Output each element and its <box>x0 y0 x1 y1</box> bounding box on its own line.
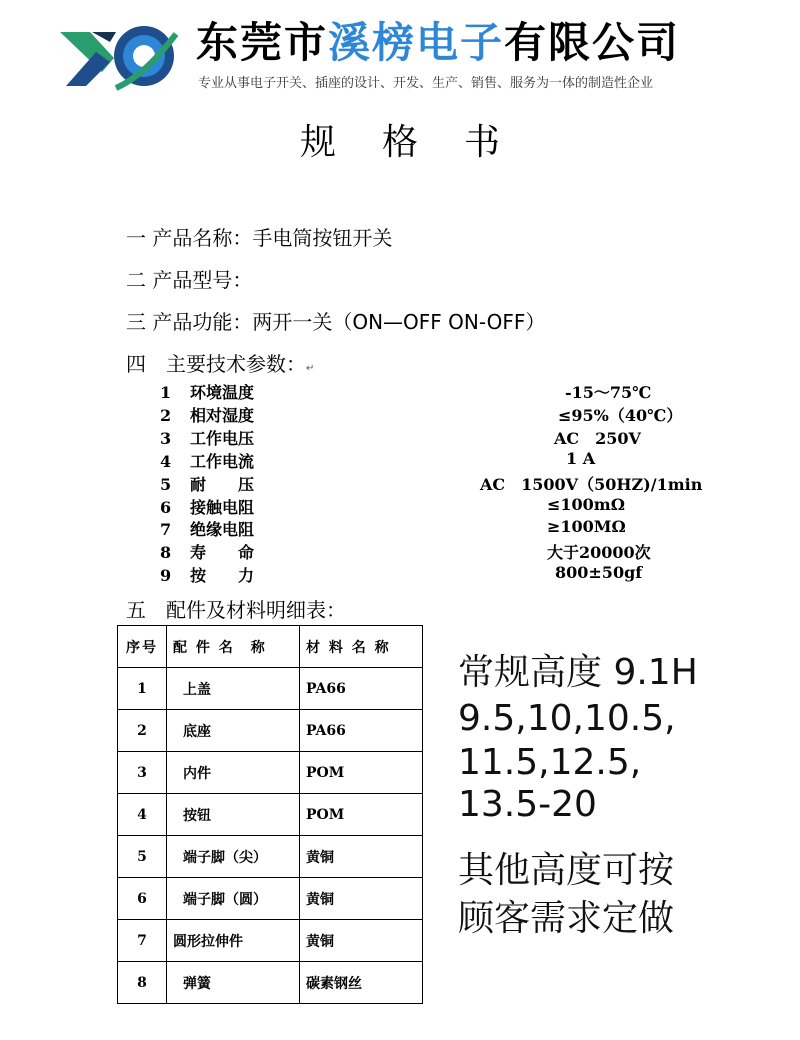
param-value: 800±50gf <box>555 563 643 582</box>
table-row <box>118 794 423 836</box>
section-product-function: 三 产品功能：两开一关（ON—OFF ON-OFF） <box>126 310 546 334</box>
table-cell: 1 <box>118 668 167 710</box>
table-row <box>118 920 423 962</box>
table-cell: POM <box>300 794 423 836</box>
param-number: 7 <box>160 520 172 539</box>
section-product-name: 一 产品名称：手电筒按钮开关 <box>126 226 393 250</box>
param-row <box>160 563 254 585</box>
param-name: 寿 命 <box>190 543 255 562</box>
param-number: 4 <box>160 452 172 471</box>
param-row <box>160 472 254 494</box>
table-cell: 底座 <box>167 710 300 752</box>
param-value: 1 A <box>566 449 596 468</box>
param-number: 9 <box>160 566 172 585</box>
table-cell: 按钮 <box>167 794 300 836</box>
param-value: ≤100mΩ <box>547 495 625 514</box>
height-note-line: 13.5-20 <box>458 784 597 825</box>
table-cell: 6 <box>118 878 167 920</box>
custom-height-note-line: 其他高度可按 <box>458 850 675 891</box>
table-cell: 3 <box>118 752 167 794</box>
header-cell: 材 料 名 称 <box>300 626 423 668</box>
param-name: 工作电压 <box>190 429 255 448</box>
table-cell: 黄铜 <box>300 920 423 962</box>
param-row <box>160 426 254 448</box>
table-cell: PA66 <box>300 710 423 752</box>
table-row <box>118 962 423 1004</box>
company-name <box>196 10 680 70</box>
param-value: ≤95%（40℃） <box>558 406 683 425</box>
table-cell: 端子脚（尖） <box>167 836 300 878</box>
table-row <box>118 836 423 878</box>
table-cell: 弹簧 <box>167 962 300 1004</box>
height-note-line: 11.5,12.5, <box>458 742 642 783</box>
param-name: 绝缘电阻 <box>190 520 255 539</box>
parts-table <box>117 625 423 1004</box>
table-cell: 内件 <box>167 752 300 794</box>
table-cell: 2 <box>118 710 167 752</box>
param-name: 按 力 <box>190 566 255 585</box>
table-cell: 黄铜 <box>300 878 423 920</box>
param-name: 工作电流 <box>190 452 255 471</box>
header-cell: 配 件 名 称 <box>167 626 300 668</box>
table-cell: 7 <box>118 920 167 962</box>
section-tech-params-label: 四 主要技术参数： <box>126 352 306 376</box>
section-parts-materials: 五 配件及材料明细表： <box>126 598 346 622</box>
height-note-line: 常规高度 9.1H <box>458 652 698 693</box>
height-note-line: 9.5,10,10.5, <box>458 698 676 739</box>
custom-height-note-line: 顾客需求定做 <box>458 898 675 939</box>
param-value: ≥100MΩ <box>547 517 626 536</box>
company-slogan: 专业从事电子开关、插座的设计、开发、生产、销售、服务为一体的制造性企业 <box>198 76 654 91</box>
company-name-prefix: 东莞市 <box>196 18 329 67</box>
param-name: 环境温度 <box>190 383 255 402</box>
table-cell: 5 <box>118 836 167 878</box>
param-value: AC 250V <box>554 429 641 448</box>
param-name: 耐 压 <box>190 475 255 494</box>
section-product-model: 二 产品型号： <box>126 268 253 292</box>
param-value: 大于20000次 <box>547 543 651 562</box>
param-value: -15～75℃ <box>565 383 652 402</box>
param-row <box>160 449 254 471</box>
table-row <box>118 878 423 920</box>
table-row <box>118 668 423 710</box>
param-row <box>160 540 254 562</box>
param-number: 5 <box>160 475 172 494</box>
table-cell: 圆形拉伸件 <box>167 920 300 962</box>
table-cell: PA66 <box>300 668 423 710</box>
company-logo <box>52 14 182 94</box>
table-cell: POM <box>300 752 423 794</box>
param-row <box>160 517 254 539</box>
param-row <box>160 495 254 517</box>
document-title: 规格书 <box>299 122 546 163</box>
param-number: 1 <box>160 383 172 402</box>
param-name: 相对湿度 <box>190 406 255 425</box>
table-cell: 端子脚（圆） <box>167 878 300 920</box>
param-name: 接触电阻 <box>190 498 255 517</box>
section-tech-params <box>126 348 314 377</box>
param-number: 3 <box>160 429 172 448</box>
return-mark: ↵ <box>306 363 315 374</box>
table-row <box>118 710 423 752</box>
param-value: AC 1500V（50HZ)/1min <box>480 475 703 494</box>
company-name-accent: 溪榜电子 <box>328 18 505 67</box>
param-number: 8 <box>160 543 172 562</box>
param-row <box>160 403 254 425</box>
table-row <box>118 752 423 794</box>
table-cell: 8 <box>118 962 167 1004</box>
table-cell: 4 <box>118 794 167 836</box>
param-number: 6 <box>160 498 172 517</box>
table-cell: 碳素钢丝 <box>300 962 423 1004</box>
company-name-suffix: 有限公司 <box>504 18 681 67</box>
table-cell: 黄铜 <box>300 836 423 878</box>
table-header-row <box>118 626 423 668</box>
header-cell: 序号 <box>118 626 167 668</box>
table-cell: 上盖 <box>167 668 300 710</box>
param-row <box>160 380 254 402</box>
param-number: 2 <box>160 406 172 425</box>
